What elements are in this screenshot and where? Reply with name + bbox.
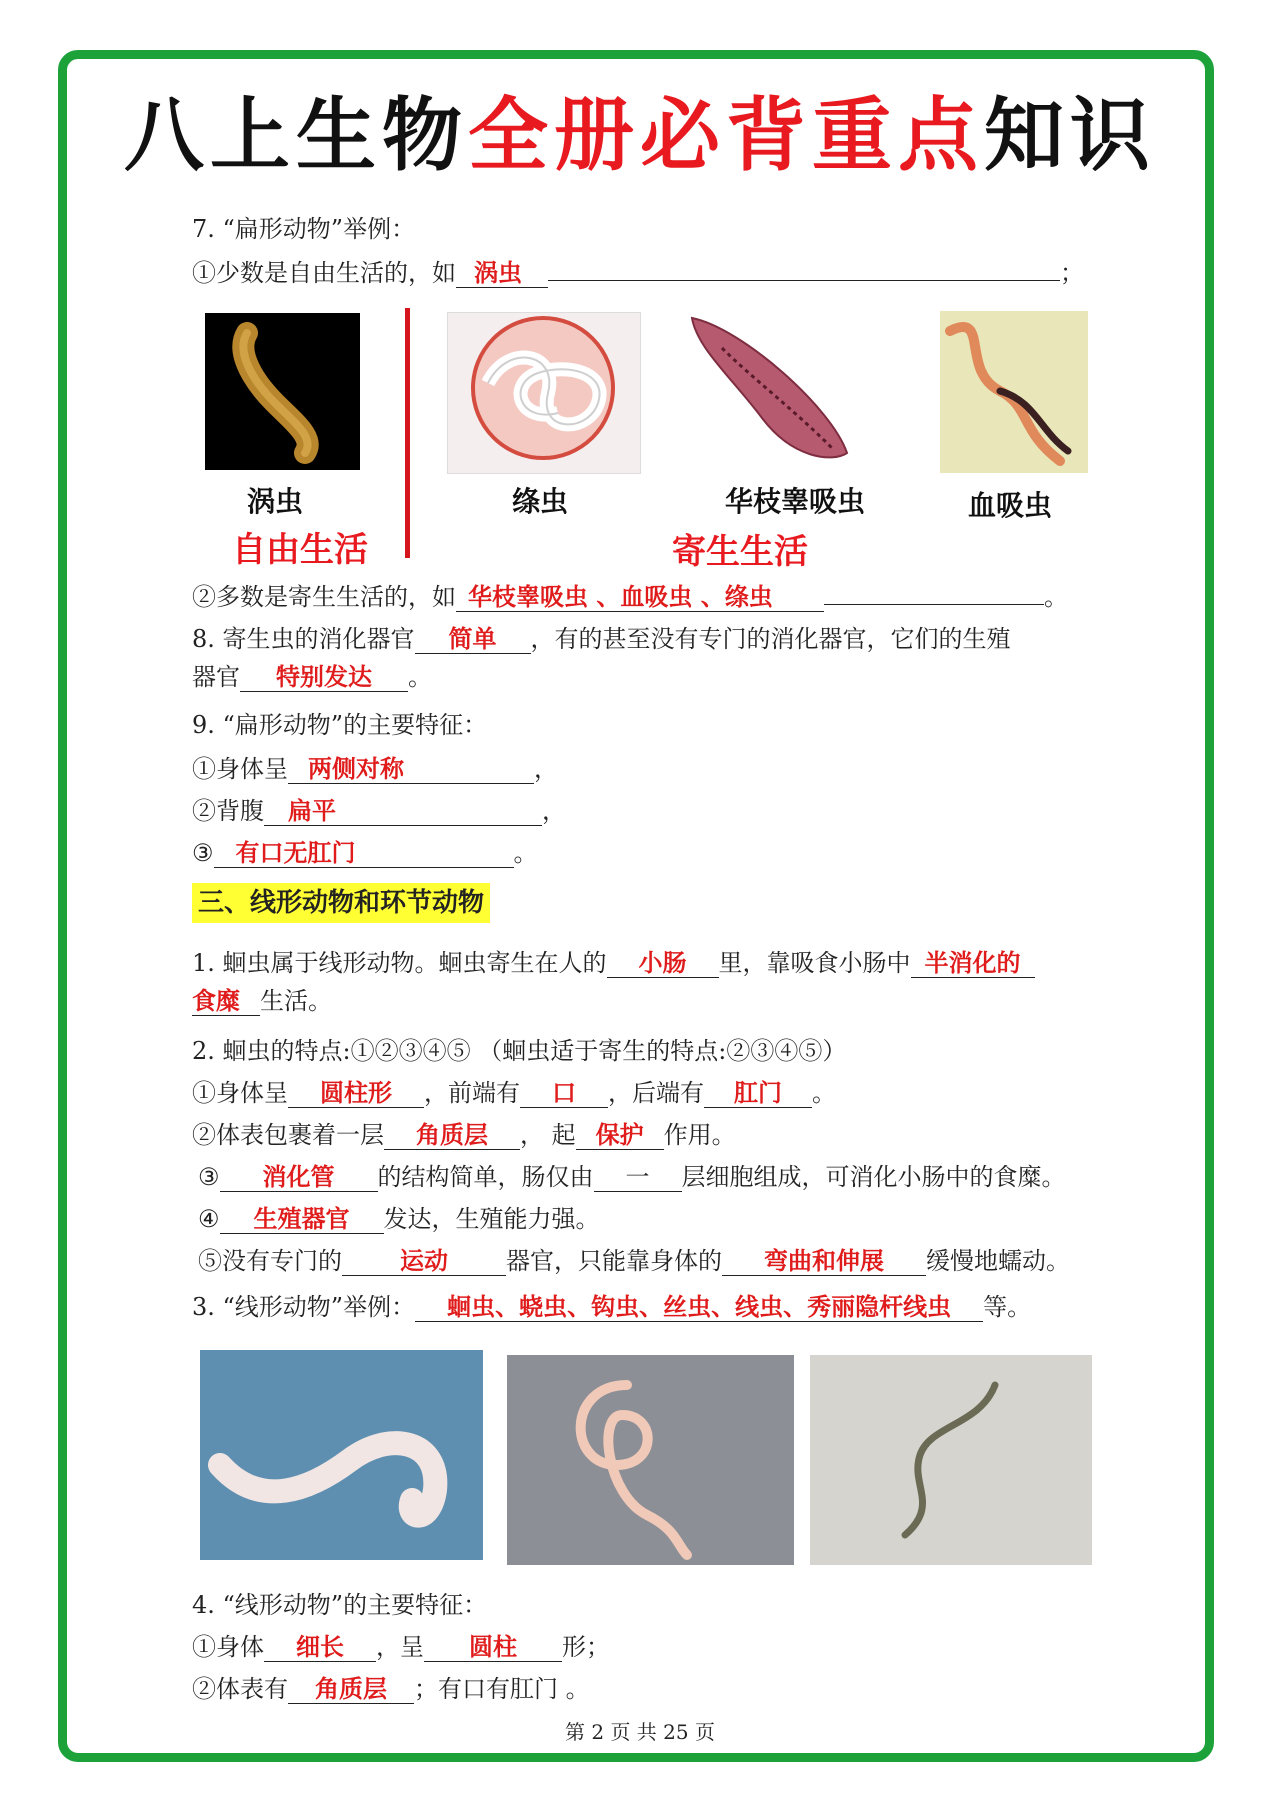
liver-fluke-image [682, 308, 857, 468]
s2b-answer-1: 角质层 [384, 1121, 520, 1150]
s2a-middle-1: ，前端有 [424, 1079, 520, 1107]
s1-answer-1: 小肠 [607, 949, 719, 978]
q9-line-3 [192, 836, 538, 870]
pinworm-image [507, 1355, 794, 1565]
q9-l1-answer: 两侧对称 [288, 755, 534, 784]
s4-line-a [192, 1630, 610, 1664]
q9-l2-prefix: ②背腹 [192, 797, 264, 825]
s1-answer-2b: 食糜 [192, 987, 260, 1016]
section-heading-3: 三、线形动物和环节动物 [192, 883, 490, 923]
q8-l2-prefix: 器官 [192, 663, 240, 691]
caption-blood-fluke: 血吸虫 [967, 489, 1052, 522]
tapeworm-illustration [448, 313, 642, 475]
q8-answer-2: 特别发达 [240, 663, 408, 692]
q7-l2-answer: 华枝睾吸虫 、血吸虫 、绦虫 [456, 583, 824, 612]
page-title [0, 86, 1280, 186]
s2e-end: 缓慢地蠕动。 [926, 1247, 1070, 1275]
q9-l3-end: 。 [513, 839, 538, 867]
s2a-end: 。 [812, 1079, 836, 1107]
q9-l1-end: ， [534, 755, 558, 783]
pinworm-illustration [507, 1355, 794, 1565]
group-free-living: 自由生活 [232, 530, 368, 570]
q8-prefix: 8. 寄生虫的消化器官 [192, 625, 415, 653]
s2d-answer: 生殖器官 [220, 1205, 384, 1234]
s4-line-b [192, 1672, 590, 1706]
roundworm-illustration [200, 1350, 483, 1560]
s2-line-d [198, 1202, 600, 1236]
q9-line-1 [192, 752, 558, 786]
q9-l3-answer: 有口无肛门 [214, 839, 514, 868]
q8-end: 。 [408, 663, 432, 691]
planarian-illustration [205, 313, 360, 470]
s4-heading: 4. “线形动物”的主要特征： [192, 1591, 488, 1619]
s2d-prefix: ④ [198, 1205, 220, 1233]
tapeworm-image [447, 312, 641, 474]
s2c-prefix: ③ [198, 1163, 220, 1191]
s2c-end: 层细胞组成，可消化小肠中的食糜。 [681, 1163, 1066, 1191]
s3-answer: 蛔虫、蛲虫、钩虫、丝虫、线虫、秀丽隐杆线虫 [415, 1293, 983, 1322]
s3-prefix: 3. “线形动物”举例： [192, 1293, 416, 1321]
s3-end: 等。 [983, 1293, 1032, 1321]
q8-answer-1: 简单 [415, 625, 531, 654]
s2b-middle: ， 起 [520, 1121, 576, 1149]
roundworm-image [200, 1350, 483, 1560]
s2-line-b [192, 1118, 736, 1152]
liver-fluke-illustration [682, 308, 857, 468]
s1-end: 生活。 [260, 987, 332, 1015]
title-part-3: 知识 [984, 89, 1156, 182]
s1-answer-2a: 半消化的 [911, 949, 1035, 978]
q9-heading: 9. “扁形动物”的主要特征： [192, 711, 488, 739]
title-part-1: 八上生物 [124, 89, 468, 182]
s2b-answer-2: 保护 [576, 1121, 664, 1150]
s2a-answer-2: 口 [520, 1079, 608, 1108]
s1-line-1 [192, 946, 1035, 980]
nematode-illustration [810, 1355, 1092, 1565]
s2a-middle-2: ，后端有 [608, 1079, 704, 1107]
blood-fluke-image [940, 311, 1088, 473]
q7-l1-answer: 涡虫 [456, 259, 548, 288]
s2-line-a [192, 1076, 836, 1110]
q8-line-2 [192, 660, 432, 694]
blood-fluke-illustration [940, 311, 1088, 473]
s2-line-c [198, 1160, 1066, 1194]
s4a-answer-2: 圆柱 [424, 1633, 562, 1662]
s4b-end: ；有口有肛门 。 [414, 1675, 590, 1703]
s4a-end: 形； [562, 1633, 610, 1661]
s2d-end: 发达，生殖能力强。 [383, 1205, 600, 1233]
q9-l1-prefix: ①身体呈 [192, 755, 288, 783]
s2b-end: 作用。 [663, 1121, 736, 1149]
caption-liver-fluke: 华枝睾吸虫 [724, 485, 865, 518]
s2c-answer-1: 消化管 [220, 1163, 378, 1192]
q7-l1-end: ； [1060, 259, 1084, 287]
s2e-prefix: ⑤没有专门的 [198, 1247, 342, 1275]
section-divider [405, 308, 410, 558]
planarian-image [205, 313, 360, 470]
q7-line-2 [192, 578, 1068, 614]
q9-l2-end: ， [542, 797, 566, 825]
s2c-middle: 的结构简单，肠仅由 [377, 1163, 594, 1191]
nematode-image [810, 1355, 1092, 1565]
q9-line-2 [192, 794, 566, 828]
group-parasitic: 寄生生活 [672, 532, 808, 572]
s4a-middle: ，呈 [376, 1633, 424, 1661]
s2b-prefix: ②体表包裹着一层 [192, 1121, 384, 1149]
s2-line-e [198, 1244, 1070, 1278]
s4b-answer: 角质层 [288, 1675, 414, 1704]
s2a-answer-1: 圆柱形 [288, 1079, 424, 1108]
q8-middle: ，有的甚至没有专门的消化器官，它们的生殖 [530, 625, 1011, 653]
blank-line [824, 578, 1044, 605]
s2a-answer-3: 肛门 [704, 1079, 812, 1108]
caption-planarian: 涡虫 [246, 485, 303, 518]
s3-line [192, 1290, 1031, 1324]
s2e-answer-1: 运动 [342, 1247, 506, 1276]
s1-line-2 [192, 984, 332, 1018]
s4b-prefix: ②体表有 [192, 1675, 288, 1703]
s2a-prefix: ①身体呈 [192, 1079, 288, 1107]
q7-heading: 7. “扁形动物”举例： [192, 215, 416, 243]
s4a-answer-1: 细长 [264, 1633, 376, 1662]
caption-tapeworm: 绦虫 [511, 485, 568, 518]
s1-middle: 里，靠吸食小肠中 [718, 949, 911, 977]
blank-line [548, 254, 1060, 281]
s4a-prefix: ①身体 [192, 1633, 264, 1661]
s2-heading: 2. 蛔虫的特点:①②③④⑤ （蛔虫适于寄生的特点:②③④⑤） [192, 1037, 847, 1065]
q7-l2-prefix: ②多数是寄生生活的，如 [192, 583, 456, 611]
q7-l2-end: 。 [1044, 583, 1068, 611]
s2c-answer-2: 一 [594, 1163, 682, 1192]
q9-l2-answer: 扁平 [264, 797, 542, 826]
q7-line-1 [192, 254, 1084, 290]
s1-prefix: 1. 蛔虫属于线形动物。蛔虫寄生在人的 [192, 949, 607, 977]
s2e-answer-2: 弯曲和伸展 [722, 1247, 926, 1276]
s2e-middle: 器官，只能靠身体的 [506, 1247, 722, 1275]
page-footer: 第 2 页 共 25 页 [565, 1720, 715, 1744]
q7-l1-prefix: ①少数是自由生活的，如 [192, 259, 456, 287]
title-part-2: 全册必背重点 [468, 89, 984, 182]
q9-l3-prefix: ③ [192, 839, 214, 867]
q8-line-1 [192, 622, 1011, 656]
